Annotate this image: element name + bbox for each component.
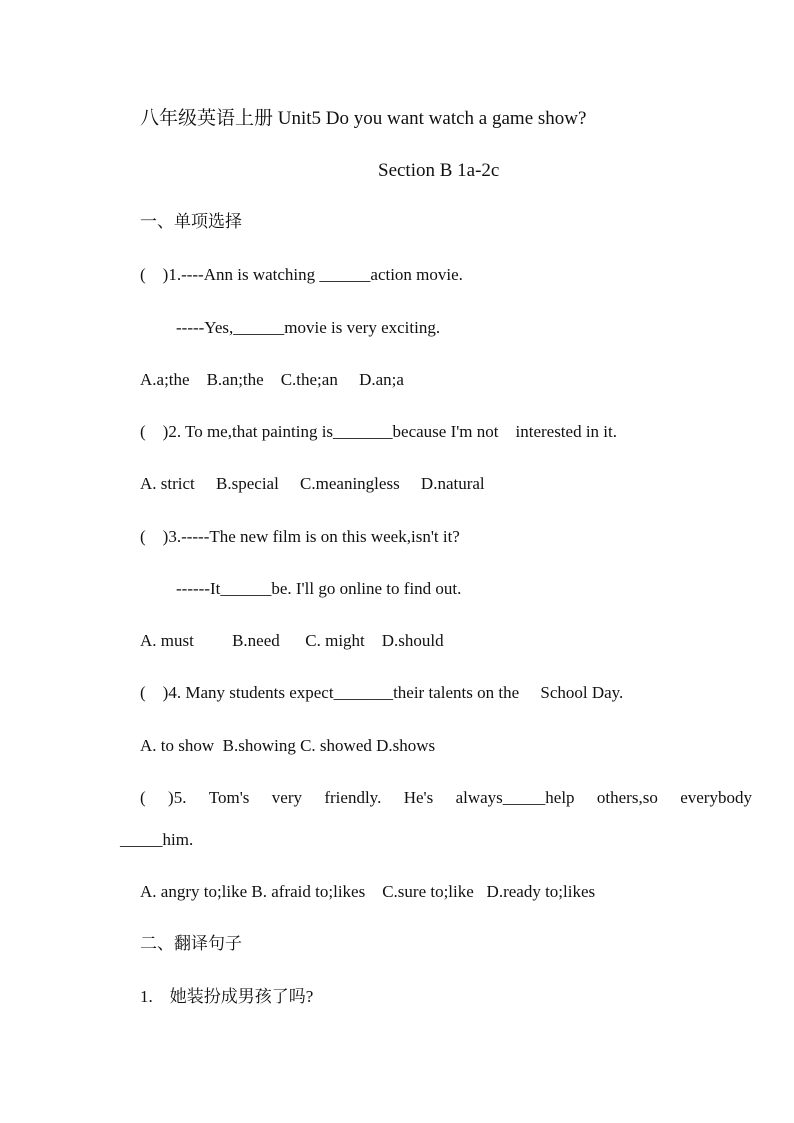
q5-word: others,so bbox=[596, 788, 658, 807]
page-subtitle: Section B 1a-2c bbox=[378, 160, 500, 181]
q5-word: Tom's bbox=[208, 788, 250, 807]
question-4-stem: ( )4. Many students expect_______their talents on the School Day. bbox=[140, 683, 624, 702]
page-title: 八年级英语上册 Unit5 Do you want watch a game show? bbox=[140, 108, 587, 129]
q5-word: friendly. bbox=[324, 788, 382, 807]
q5-word: He's bbox=[403, 788, 434, 807]
q5-word: everybody bbox=[680, 788, 752, 807]
question-5-stem bbox=[140, 787, 752, 809]
question-3-stem: ( )3.-----The new film is on this week,isn't it? bbox=[140, 527, 460, 546]
question-2-stem: ( )2. To me,that painting is_______because I'm not interested in it. bbox=[140, 422, 617, 441]
question-1-options: A.a;the B.an;the C.the;an D.an;a bbox=[140, 370, 404, 389]
question-1-response: -----Yes,______movie is very exciting. bbox=[176, 318, 441, 337]
q5-word: very bbox=[271, 788, 302, 807]
question-3-options: A. must B.need C. might D.should bbox=[140, 631, 444, 650]
question-2-options: A. strict B.special C.meaningless D.natural bbox=[140, 474, 485, 493]
section-heading-single-choice: 一、单项选择 bbox=[140, 212, 242, 231]
q5-word: )5. bbox=[168, 788, 187, 807]
q5-word: ( bbox=[140, 788, 146, 807]
q5-word: always_____help bbox=[455, 788, 575, 807]
section-heading-translation: 二、翻译句子 bbox=[140, 934, 242, 953]
question-4-options: A. to show B.showing C. showed D.shows bbox=[140, 736, 436, 755]
question-3-response: ------It______be. I'll go online to find out. bbox=[176, 579, 462, 598]
question-5-options: A. angry to;like B. afraid to;likes C.sure to;like D.ready to;likes bbox=[140, 882, 596, 901]
translation-item-1: 1. 她装扮成男孩了吗? bbox=[140, 987, 314, 1006]
question-1-stem: ( )1.----Ann is watching ______action movie. bbox=[140, 265, 463, 284]
question-5-continuation: _____him. bbox=[120, 830, 194, 849]
